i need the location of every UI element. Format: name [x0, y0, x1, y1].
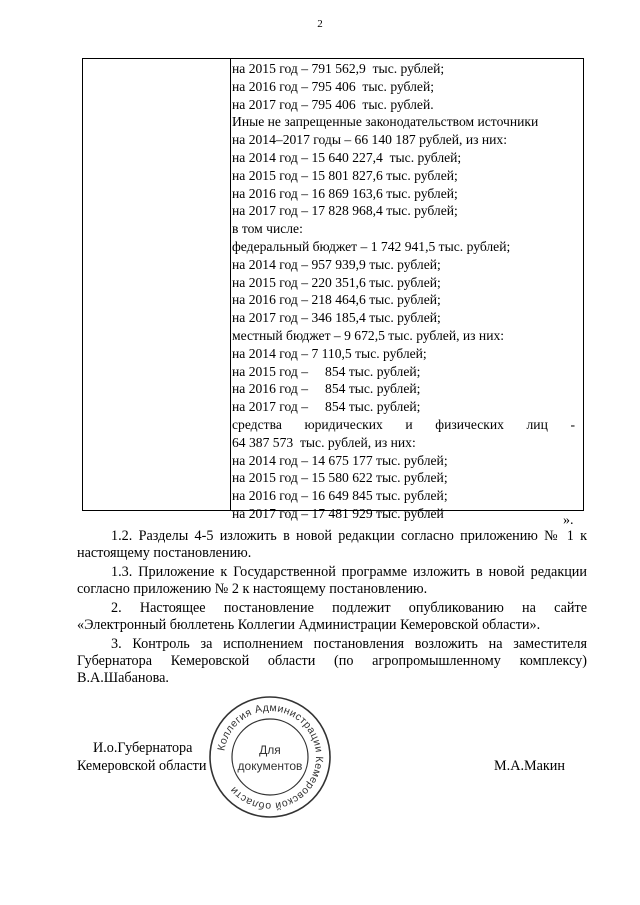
justified-word: и: [405, 416, 413, 432]
justified-word: юридических: [304, 416, 383, 432]
table-line: на 2017 год – 346 185,4 тыс. рублей;: [232, 310, 441, 326]
table-line: на 2016 год – 16 869 163,6 тыс. рублей;: [232, 185, 458, 201]
table-line: в том числе:: [232, 221, 303, 237]
justified-word: физических: [435, 416, 504, 432]
table-line: на 2014 год – 957 939,9 тыс. рублей;: [232, 256, 441, 272]
table-line: на 2017 год – 795 406 тыс. рублей.: [232, 96, 434, 112]
table-line: Иные не запрещенные законодательством источники: [232, 114, 539, 130]
table-column-divider: [230, 59, 231, 510]
table-line: на 2017 год – 854 тыс. рублей;: [232, 399, 421, 415]
paragraph-text: 2. Настоящее постановление подлежит опубликованию на сайте «Электронный бюллетень Коллегии Администрации Кемеровской области».: [77, 600, 587, 634]
table-line: на 2014 год – 14 675 177 тыс. рублей;: [232, 452, 448, 468]
paragraph-2: [77, 600, 587, 634]
table-line: на 2015 год – 15 801 827,6 тыс. рублей;: [232, 167, 458, 183]
financing-table: [82, 58, 584, 521]
signatory-region: Кемеровской области: [77, 757, 207, 774]
table-line: на 2014 год – 7 110,5 тыс. рублей;: [232, 345, 427, 361]
closing-quote: ».: [563, 513, 574, 528]
table-line: на 2015 год – 854 тыс. рублей;: [232, 363, 421, 379]
table-line: местный бюджет – 9 672,5 тыс. рублей, из них:: [232, 327, 505, 343]
table-line: на 2015 год – 791 562,9 тыс. рублей;: [232, 61, 445, 76]
paragraph-text: 1.3. Приложение к Государственной программе изложить в новой редакции согласно приложению № 2 к настоящему постановлению.: [77, 564, 587, 598]
table-line: на 2015 год – 220 351,6 тыс. рублей;: [232, 274, 441, 290]
table-line: на 2016 год – 854 тыс. рублей;: [232, 381, 421, 397]
table-line: на 2014–2017 годы – 66 140 187 рублей, из них:: [232, 132, 508, 148]
official-stamp: [205, 692, 335, 822]
table-line: на 2016 год – 16 649 845 тыс. рублей;: [232, 488, 448, 504]
justified-word: средства: [232, 416, 282, 432]
table-line: федеральный бюджет – 1 742 941,5 тыс. рублей;: [232, 238, 511, 254]
justified-word: -: [570, 416, 575, 432]
page-number: 2: [317, 18, 323, 30]
table-line: на 2016 год – 218 464,6 тыс. рублей;: [232, 292, 441, 308]
stamp-ring-text: Коллегия Администрации Кемеровской области: [215, 701, 326, 813]
table-line: 64 387 573 тыс. рублей, из них:: [232, 434, 416, 450]
table-line: на 2016 год – 795 406 тыс. рублей;: [232, 78, 435, 94]
justified-word: лиц: [526, 416, 548, 432]
signatory-title: И.о.Губернатора: [93, 740, 193, 756]
paragraph-1-3: [77, 564, 587, 598]
paragraph-3: [77, 636, 587, 688]
paragraph-text: 3. Контроль за исполнением постановления возложить на заместителя Губернатора Кемеровской области (по агропромышленному комплексу) В.А.Шабанова.: [77, 636, 587, 687]
signatory-name: М.А.Макин: [494, 757, 565, 774]
table-line: на 2015 год – 15 580 622 тыс. рублей;: [232, 470, 448, 486]
table-line: на 2017 год – 17 828 968,4 тыс. рублей;: [232, 203, 458, 219]
table-line: на 2014 год – 15 640 227,4 тыс. рублей;: [232, 149, 462, 165]
stamp-center-line-1: Для: [259, 743, 281, 757]
table-line-justified: [232, 416, 575, 434]
financing-cell: [232, 60, 575, 523]
paragraph-text: 1.2. Разделы 4-5 изложить в новой редакции согласно приложению № 1 к настоящему постановлению.: [77, 528, 587, 562]
stamp-center-line-2: документов: [237, 759, 303, 773]
table-line: на 2017 год – 17 481 929 тыс. рублей: [232, 505, 444, 521]
paragraph-1-2: [77, 528, 587, 562]
